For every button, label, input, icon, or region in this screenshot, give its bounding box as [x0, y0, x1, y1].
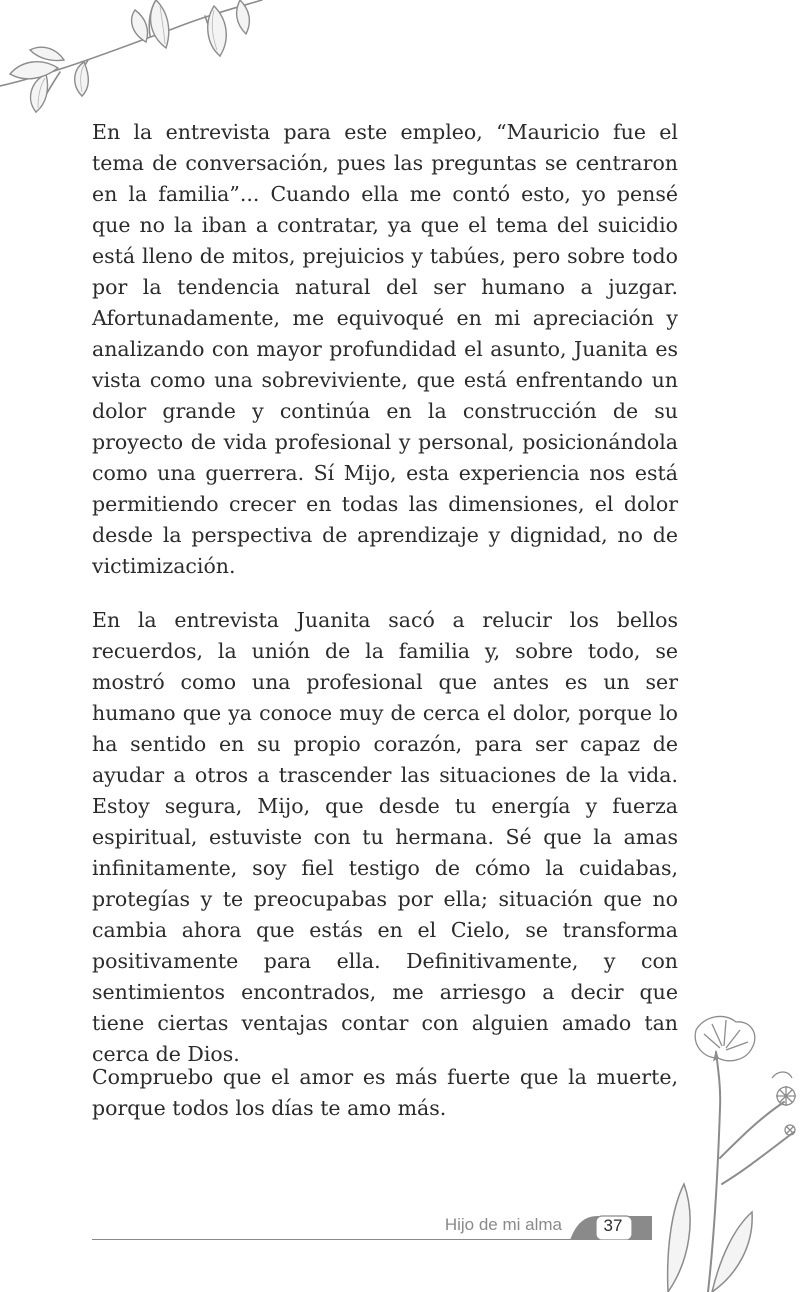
wildflower-illustration	[660, 1008, 800, 1292]
page-number: 37	[603, 1216, 623, 1235]
body-paragraph: En la entrevista Juanita sacó a relucir los bellos recuerdos, la unión de la familia y, sobre todo, se mostró como una profesional que antes es un ser humano que ya conoce muy de cerca el dolor, porque lo ha sentido en su propio corazón, para ser capaz de ayudar a otros a trascender las situaciones de la vida. Estoy segura, Mijo, que desde tu energía y fuerza espiritual, estuviste con tu hermana. Sé que la amas infinitamente, soy fiel testigo de cómo la cuidabas, protegías y te preocupabas por ella; situación que no cambia ahora que estás en el Cielo, se transforma positivamente para ella. Definitivamente, y con sentimientos encontrados, me arriesgo a decir que tiene ciertas ventajas contar con alguien amado tan cerca de Dios.	[92, 608, 678, 1066]
body-paragraph: Compruebo que el amor es más fuerte que la muerte, porque todos los días te amo más.	[92, 1065, 678, 1120]
body-paragraph: En la entrevista para este empleo, “Mauricio fue el tema de conversación, pues las preguntas se centraron en la familia”... Cuando ella me contó esto, yo pensé que no la iban a contratar, ya que el tema del suicidio está lleno de mitos, prejuicios y tabúes, pero sobre todo por la tendencia natural del ser humano a juzgar. Afortunadamente, me equivoqué en mi apreciación y analizando con mayor profundidad el asunto, Juanita es vista como una sobreviviente, que está enfrentando un dolor grande y continúa en la construcción de su proyecto de vida profesional y personal, posicionándola como una guerrera. Sí Mijo, esta experiencia nos está permitiendo crecer en todas las dimensiones, el dolor desde la perspectiva de aprendizaje y dignidad, no de victimización.	[92, 120, 678, 578]
running-footer-title: Hijo de mi alma	[444, 1215, 562, 1234]
footer-rule	[92, 1239, 652, 1240]
leafy-branch-illustration	[0, 0, 270, 120]
